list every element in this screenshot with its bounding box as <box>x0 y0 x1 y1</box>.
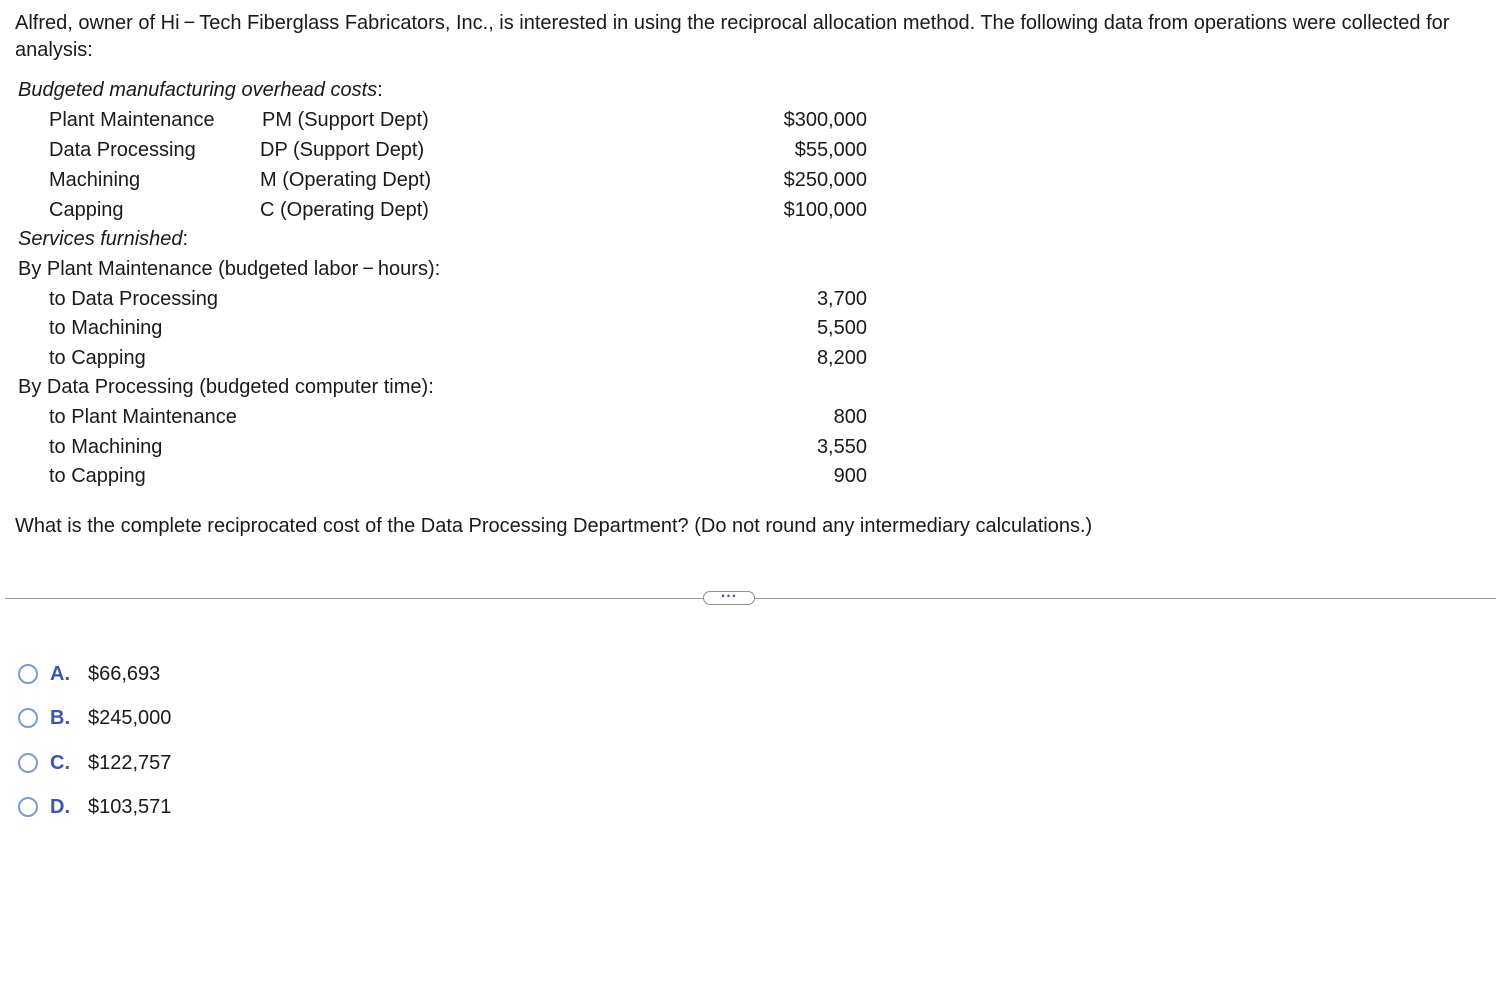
budget-row-name: Capping <box>49 199 124 221</box>
budget-heading-text: Budgeted manufacturing overhead costs <box>18 79 378 101</box>
budget-row-name: Data Processing <box>49 139 196 161</box>
pm-service-value: 8,200 <box>816 347 867 369</box>
budget-row-amount: $100,000 <box>783 199 867 221</box>
budget-row-amount: $250,000 <box>783 169 867 191</box>
budget-row-code: PM (Support Dept) <box>262 109 429 131</box>
option-value: $245,000 <box>88 707 172 729</box>
radio-button-icon[interactable] <box>18 708 38 728</box>
budget-row-name: Machining <box>49 169 141 191</box>
budget-row-code: C (Operating Dept) <box>260 199 429 221</box>
pm-service-label: to Data Processing <box>49 288 218 310</box>
budget-heading <box>18 75 383 105</box>
dp-service-value: 3,550 <box>816 436 867 458</box>
budget-row-code: DP (Support Dept) <box>260 139 425 161</box>
pm-service-value: 5,500 <box>816 317 867 339</box>
dp-service-value: 900 <box>833 465 867 487</box>
dp-service-label: to Machining <box>49 436 163 458</box>
dp-service-label: to Capping <box>49 465 146 487</box>
services-heading <box>18 224 188 254</box>
budget-row-name: Plant Maintenance <box>49 109 215 131</box>
option-value: $66,693 <box>88 663 161 685</box>
option-letter: D. <box>50 796 70 818</box>
dp-services-heading: By Data Processing (budgeted computer time): <box>18 376 434 398</box>
dp-service-value: 800 <box>833 406 867 428</box>
problem-intro: Alfred, owner of Hi − Tech Fiberglass Fabricators, Inc., is interested in using the reciprocal allocation method. The following data from operations were collected for analysis: <box>15 12 1450 61</box>
option-letter: A. <box>50 663 70 685</box>
budget-row-code: M (Operating Dept) <box>260 169 432 191</box>
option-letter: B. <box>50 707 70 729</box>
budget-row-amount: $300,000 <box>783 109 867 131</box>
radio-button-icon[interactable] <box>18 797 38 817</box>
budget-heading-colon: : <box>377 79 383 101</box>
more-dots-icon: ... <box>720 584 738 601</box>
pm-service-label: to Machining <box>49 317 163 339</box>
more-button[interactable] <box>703 584 755 605</box>
pm-services-heading: By Plant Maintenance (budgeted labor − hours): <box>18 258 441 280</box>
services-heading-colon: : <box>182 228 189 250</box>
services-heading-text: Services furnished <box>18 228 183 250</box>
option-letter: C. <box>50 752 70 774</box>
radio-button-icon[interactable] <box>18 753 38 773</box>
pm-service-value: 3,700 <box>816 288 867 310</box>
budget-row-amount: $55,000 <box>794 139 867 161</box>
radio-button-icon[interactable] <box>18 664 38 684</box>
option-value: $103,571 <box>88 796 172 818</box>
question-text: What is the complete reciprocated cost of the Data Processing Department? (Do not round any intermediary calculations.) <box>15 515 1093 537</box>
dp-service-label: to Plant Maintenance <box>49 406 237 428</box>
pm-service-label: to Capping <box>49 347 146 369</box>
option-value: $122,757 <box>88 752 172 774</box>
